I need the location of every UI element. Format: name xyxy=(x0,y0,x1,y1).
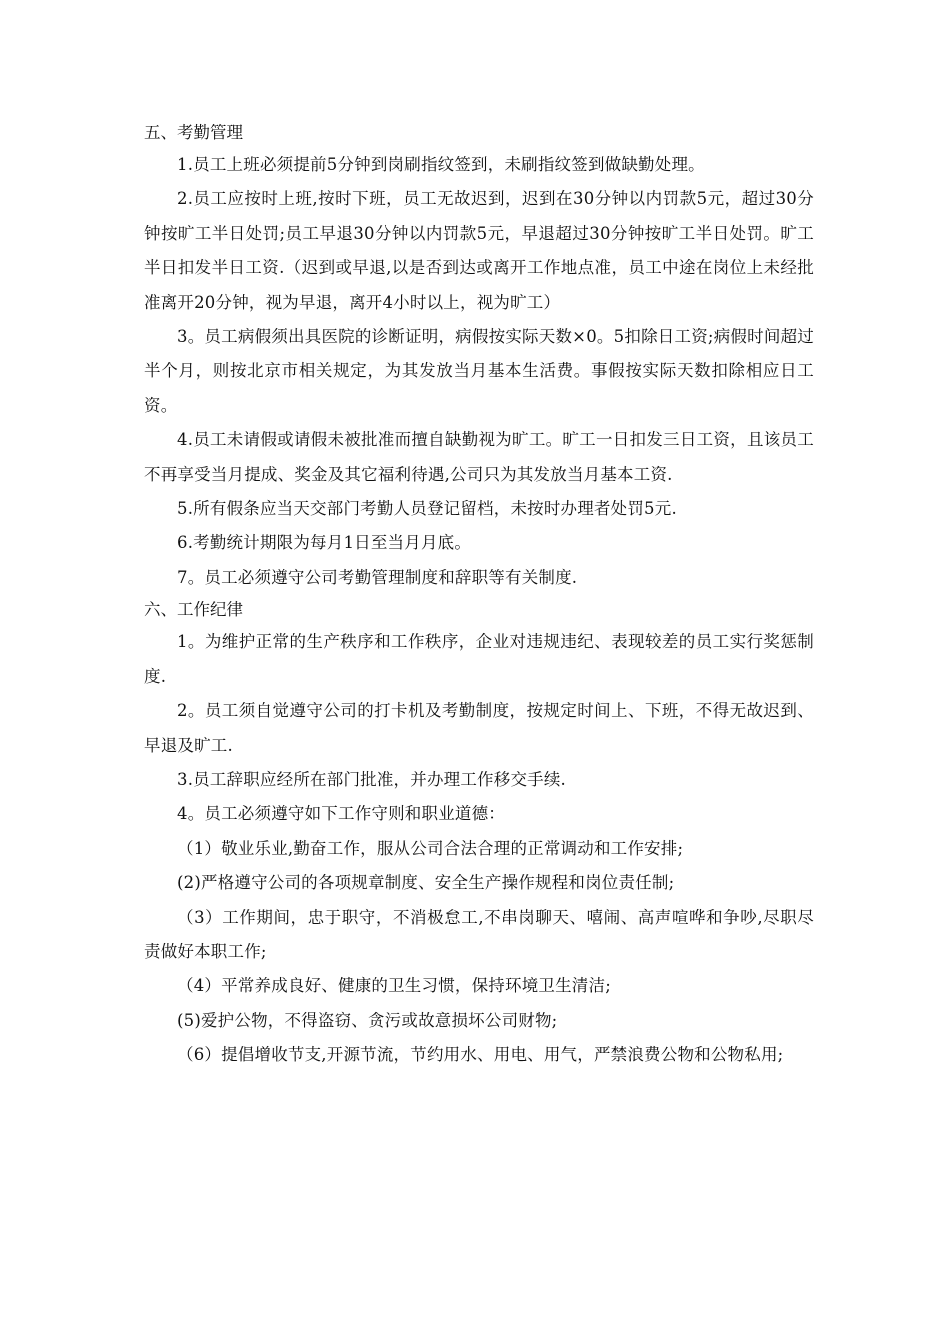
attendance-rule-6: 6.考勤统计期限为每月1日至当月月底。 xyxy=(177,533,472,553)
attendance-rule-1: 1.员工上班必须提前5分钟到岗刷指纹签到，未刷指纹签到做缺勤处理。 xyxy=(177,155,705,174)
attendance-rule-3: 3。员工病假须出具医院的诊断证明，病假按实际天数×0。5扣除日工资;病假时间超过半个月，则按北京市相关规定，为其发放当月基本生活费。事假按实际天数扣除相应日工资。 xyxy=(144,327,814,415)
attendance-rule-5: 5.所有假条应当天交部门考勤人员登记留档，未按时办理者处罚5元. xyxy=(177,499,677,519)
conduct-subitem-1: （1）敬业乐业,勤奋工作，服从公司合法合理的正常调动和工作安排; xyxy=(177,838,684,858)
attendance-rule-2: 2.员工应按时上班,按时下班，员工无故迟到，迟到在30分钟以内罚款5元，超过30分钟按旷工半日处罚;员工早退30分钟以内罚款5元，早退超过30分钟按旷工半日处罚。旷工半日扣发半日工资.（迟到或早退,以是否到达或离开工作地点准，员工中途在岗位上未经批准离开20分钟，视为早退，离开4小时以上，视为旷工） xyxy=(144,189,814,312)
attendance-rule-7: 7。员工必须遵守公司考勤管理制度和辞职等有关制度. xyxy=(177,567,578,587)
conduct-subitem-4: （4）平常养成良好、健康的卫生习惯，保持环境卫生清洁; xyxy=(177,976,611,996)
attendance-rule-4: 4.员工未请假或请假未被批准而擅自缺勤视为旷工。旷工一日扣发三日工资，且该员工不再享受当月提成、奖金及其它福利待遇,公司只为其发放当月基本工资. xyxy=(144,430,814,484)
section-5-heading: 五、考勤管理 xyxy=(144,123,243,142)
discipline-rule-4: 4。员工必须遵守如下工作守则和职业道德： xyxy=(177,804,505,824)
discipline-rule-3: 3.员工辞职应经所在部门批准，并办理工作移交手续. xyxy=(177,769,566,789)
discipline-rule-1: 1。为维护正常的生产秩序和工作秩序，企业对违规违纪、表现较差的员工实行奖惩制度. xyxy=(144,632,814,686)
conduct-subitem-2: (2)严格遵守公司的各项规章制度、安全生产操作规程和岗位责任制; xyxy=(177,873,675,893)
conduct-subitem-6: （6）提倡增收节支,开源节流，节约用水、用电、用气，严禁浪费公物和公物私用; xyxy=(177,1045,784,1065)
discipline-rule-2: 2。员工须自觉遵守公司的打卡机及考勤制度，按规定时间上、下班，不得无故迟到、早退及旷工. xyxy=(144,701,814,755)
document-page xyxy=(144,118,814,1073)
conduct-subitem-3: （3）工作期间，忠于职守，不消极怠工,不串岗聊天、嘻闹、高声喧哗和争吵,尽职尽责做好本职工作; xyxy=(144,907,814,961)
conduct-subitem-5: (5)爱护公物，不得盗窃、贪污或故意损坏公司财物; xyxy=(177,1010,558,1030)
section-6-heading: 六、工作纪律 xyxy=(144,600,243,620)
